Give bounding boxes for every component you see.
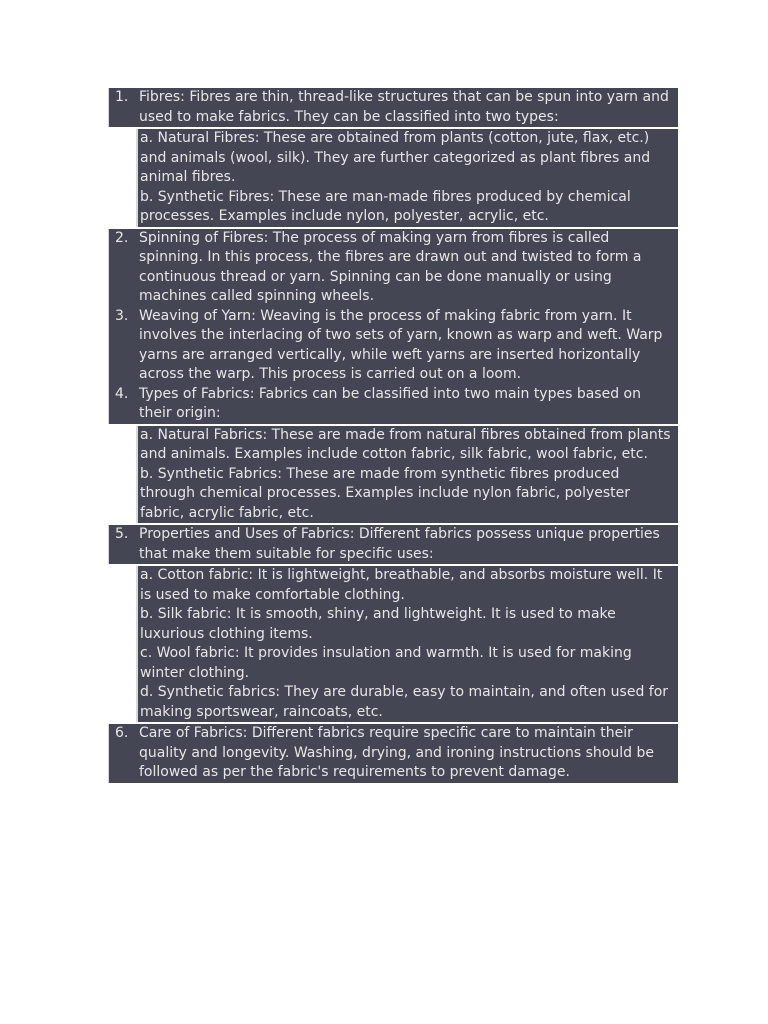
list-block bbox=[108, 88, 678, 127]
item-number: 3. bbox=[115, 307, 129, 324]
item-number: 1. bbox=[115, 89, 129, 105]
sub-item: a. Natural Fibres: These are obtained from plants (cotton, jute, flax, etc.) and animals (wool, silk). They are further categorized as plant fibres and animal fibres. bbox=[140, 130, 651, 185]
item-number: 2. bbox=[115, 229, 129, 246]
list-block bbox=[108, 724, 678, 783]
item-number: 5. bbox=[115, 526, 129, 542]
sub-item: b. Synthetic Fabrics: These are made from synthetic fibres produced through chemical processes. Examples include nylon fabric, polyester fabric, acrylic fabric, etc. bbox=[140, 465, 631, 521]
item-text: Spinning of Fibres: The process of making yarn from fibres is called spinning. In this process, the fibres are drawn out and twisted to form a continuous thread or yarn. Spinning can be done manually or using machines called spinning wheels. bbox=[139, 229, 642, 304]
sub-item: b. Synthetic Fibres: These are man-made fibres produced by chemical processes. Examples include nylon, polyester, acrylic, etc. bbox=[140, 188, 631, 224]
list-item-5 bbox=[115, 525, 676, 564]
sub-list-4 bbox=[136, 426, 678, 524]
list-item-1 bbox=[115, 88, 676, 127]
sub-list-5 bbox=[136, 566, 678, 722]
sub-item: b. Silk fabric: It is smooth, shiny, and lightweight. It is used to make luxurious clothing items. bbox=[140, 606, 616, 642]
list-item-2 bbox=[115, 229, 676, 307]
list-item-3 bbox=[115, 307, 676, 385]
item-text: Properties and Uses of Fabrics: Different fabrics possess unique properties that make them suitable for specific uses: bbox=[139, 526, 660, 562]
item-number: 6. bbox=[115, 725, 129, 741]
sub-item: d. Synthetic fabrics: They are durable, easy to maintain, and often used for making sportswear, raincoats, etc. bbox=[140, 684, 669, 720]
sub-list-1 bbox=[136, 129, 678, 227]
sub-item: a. Natural Fabrics: These are made from natural fibres obtained from plants and animals. Examples include cotton fabric, silk fabric, wool fabric, etc. bbox=[140, 426, 671, 462]
list-block bbox=[108, 229, 678, 424]
list-item-4 bbox=[115, 385, 676, 424]
sub-item: a. Cotton fabric: It is lightweight, breathable, and absorbs moisture well. It is used to make comfortable clothing. bbox=[140, 567, 663, 603]
list-item-6 bbox=[115, 724, 676, 783]
item-number: 4. bbox=[115, 385, 129, 402]
item-text: Care of Fabrics: Different fabrics require specific care to maintain their quality and longevity. Washing, drying, and ironing instructions should be followed as per the fabric's requirements to prevent damage. bbox=[139, 725, 654, 780]
sub-item: c. Wool fabric: It provides insulation and warmth. It is used for making winter clothing. bbox=[140, 645, 632, 681]
list-block bbox=[108, 525, 678, 564]
document-list bbox=[108, 88, 678, 785]
item-text: Weaving of Yarn: Weaving is the process of making fabric from yarn. It involves the interlacing of two sets of yarn, known as warp and weft. Warp yarns are arranged vertically, while weft yarns are inserted horizontally across the warp. This process is carried out on a loom. bbox=[139, 307, 663, 382]
item-text: Types of Fabrics: Fabrics can be classified into two main types based on their origin: bbox=[139, 385, 641, 421]
item-text: Fibres: Fibres are thin, thread-like structures that can be spun into yarn and used to make fabrics. They can be classified into two types: bbox=[139, 89, 669, 125]
